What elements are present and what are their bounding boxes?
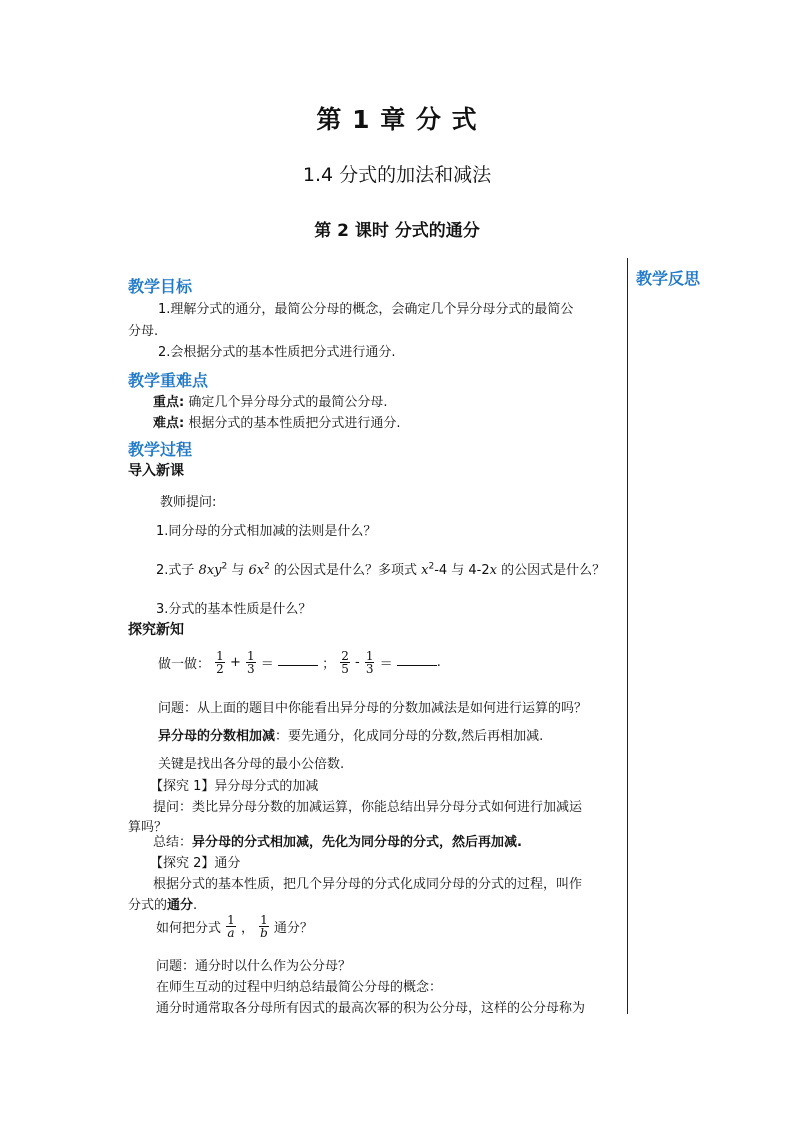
goal-2: 2.会根据分式的基本性质把分式进行通分. (158, 345, 396, 360)
equals-sign: ＝ (260, 657, 274, 672)
def-text-c: . (193, 898, 198, 913)
hard-label: 难点: (153, 416, 185, 431)
summary-2: 在师生互动的过程中归纳总结最简公分母的概念： (156, 980, 443, 995)
how-text-a: 如何把分式 (156, 921, 222, 936)
q2-exp-1: 2 (221, 561, 228, 572)
explore-2: 【探究 2】通分 (150, 856, 241, 871)
den: 2 (216, 662, 224, 676)
q2-expr-2: 6x (248, 563, 265, 578)
rule-label: 异分母的分数相加减 (158, 729, 276, 744)
def-text-a: 分式的 (128, 898, 168, 913)
q2-text-a: 2.式子 (156, 563, 199, 578)
try-it-line (158, 650, 441, 675)
den: 5 (341, 662, 349, 676)
fraction-1-a (226, 914, 236, 939)
question-3: 3.分式的基本性质是什么？ (156, 602, 312, 617)
key-text: 确定几个异分母分式的最简公分母. (184, 395, 388, 410)
num: 1 (365, 649, 374, 663)
plus-sign: + (229, 655, 241, 670)
ask-1-line-1: 提问：类比异分母分数的加减运算，你能总结出异分母分式如何进行加减运 (153, 800, 583, 815)
column-divider (627, 258, 628, 1014)
ask-1-line-2: 算吗？ (128, 820, 168, 835)
num: 1 (227, 913, 235, 927)
q2-exp-3: 2 (428, 561, 435, 572)
fraction-2-5 (340, 650, 350, 675)
num: 2 (341, 649, 349, 663)
q2-var-x: x (421, 563, 429, 578)
key-points-heading: 教学重难点 (128, 371, 209, 390)
question-diff-denominators: 问题：从上面的题目中你能看出异分母的分数加减法是如何进行运算的吗？ (158, 701, 588, 716)
goals-heading: 教学目标 (128, 277, 193, 296)
intro-heading: 导入新课 (128, 463, 184, 479)
num: 1 (246, 649, 255, 663)
rule-line (158, 725, 543, 744)
den: a (227, 926, 235, 940)
q2-exp-2: 2 (264, 561, 270, 572)
section-title: 1.4 分式的加法和减法 (302, 164, 492, 186)
num: 1 (216, 649, 224, 663)
explore-heading: 探究新知 (128, 622, 184, 638)
how-text-b: 通分？ (273, 921, 313, 936)
goal-1-line-2: 分母. (128, 324, 159, 339)
equals-sign-2: ＝ (379, 657, 393, 672)
hard-point (153, 412, 400, 431)
q2-expr-1: 8xy (198, 563, 222, 578)
last-line: 通分时通常取各分母所有因式的最高次幂的积为公分母，这样的公分母称为 (156, 1001, 586, 1016)
num: 1 (260, 913, 268, 927)
reflection-title: 教学反思 (636, 269, 701, 288)
q2-text-j: -4 与 4-2 (434, 563, 490, 578)
question-2 (156, 559, 605, 578)
definition-line-1: 根据分式的基本性质，把几个异分母的分式化成同分母的分式的过程，叫作 (153, 877, 583, 892)
answer-blank-2 (397, 653, 437, 666)
q2-text-d: 与 (227, 563, 249, 578)
den: 3 (246, 662, 255, 676)
fraction-1-2 (215, 650, 225, 675)
end-dot: . (436, 655, 441, 670)
key-line: 关键是找出各分母的最小公倍数. (158, 757, 345, 772)
question-common-denominator: 问题：通分时以什么作为公分母？ (156, 959, 352, 974)
separator: ； (322, 657, 336, 672)
fraction-1-b (259, 914, 269, 939)
teacher-asks: 教师提问: (160, 495, 217, 510)
how-to-line (156, 914, 313, 939)
goal-1-line-1: 1.理解分式的通分，最简公分母的概念，会确定几个异分母分式的最简公 (158, 302, 574, 317)
q2-var-x2: x (489, 563, 497, 578)
answer-blank-1 (278, 653, 318, 666)
key-label: 重点: (153, 395, 185, 410)
den: 3 (365, 662, 374, 676)
explore-1: 【探究 1】异分母分式的加减 (150, 779, 319, 794)
summary-line (153, 831, 522, 850)
hard-text: 根据分式的基本性质把分式进行通分. (184, 416, 401, 431)
minus-sign: - (355, 655, 360, 670)
try-label: 做一做： (158, 657, 211, 672)
question-1: 1.同分母的分式相加减的法则是什么？ (156, 524, 377, 539)
how-separator: ， (240, 921, 254, 936)
key-point (153, 391, 387, 410)
definition-line-2 (128, 894, 197, 913)
q2-text-l: 的公因式是什么？ (497, 563, 606, 578)
chapter-title: 第 1 章 分 式 (316, 105, 478, 134)
lesson-title: 第 2 课时 分式的通分 (314, 221, 480, 241)
q2-text-g: 的公因式是什么？多项式 (269, 563, 422, 578)
def-term: 通分 (167, 898, 194, 913)
process-heading: 教学过程 (128, 440, 193, 459)
rule-text: ：要先通分，化成同分母的分数,然后再相加减. (275, 729, 544, 744)
summary-label: 总结： (153, 835, 193, 850)
fraction-1-3 (246, 650, 256, 675)
den: b (260, 926, 268, 940)
fraction-1-3-b (365, 650, 375, 675)
summary-text: 异分母的分式相加减，先化为同分母的分式，然后再加减. (192, 835, 522, 850)
